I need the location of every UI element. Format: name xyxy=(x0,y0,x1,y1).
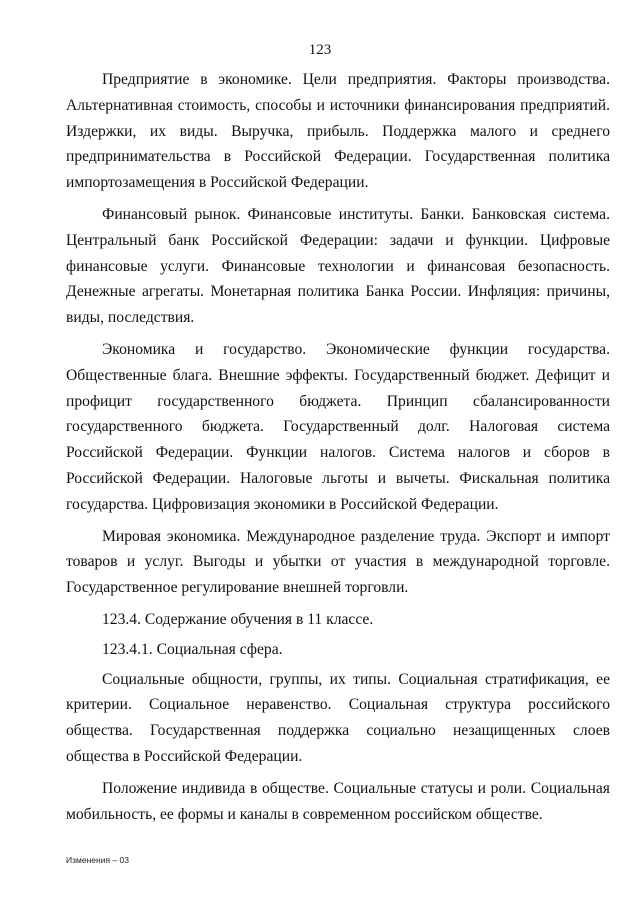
subsection-heading-social-sphere: 123.4.1. Социальная сфера. xyxy=(102,640,283,658)
page-number: 123 xyxy=(308,42,332,58)
paragraph-individual-position: Положение индивида в обществе. Социальные статусы и роли. Социальная мобильность, ее формы и каналы в современном российском обществе. xyxy=(66,779,610,823)
document-body xyxy=(66,67,610,833)
paragraph-financial-market: Финансовый рынок. Финансовые институты. Банки. Банковская система. Центральный банк Российской Федерации: задачи и функции. Цифровые финансовые услуги. Финансовые технологии и финансовая безопасность. Денежные агрегаты. Монетарная политика Банка России. Инфляция: причины, виды, последствия. xyxy=(66,205,610,327)
paragraph-world-economy: Мировая экономика. Международное разделение труда. Экспорт и импорт товаров и услуг. Выгоды и убытки от участия в международной торговле. Государственное регулирование внешней торговли. xyxy=(66,527,610,597)
paragraph-economy-state: Экономика и государство. Экономические функции государства. Общественные блага. Внешние эффекты. Государственный бюджет. Дефицит и профицит государственного бюджета. Принцип сбалансированности государственного бюджета. Государственный долг. Налоговая система Российской Федерации. Функции налогов. Система налогов и сборов в Российской Федерации. Налоговые льготы и вычеты. Фискальная политика государства. Цифровизация экономики в Российской Федерации. xyxy=(66,340,610,513)
paragraph-social-communities: Социальные общности, группы, их типы. Социальная стратификация, ее критерии. Социальное неравенство. Социальная структура российского общества. Государственная поддержка социально незащищенных слоев общества в Российской Федерации. xyxy=(66,670,610,765)
paragraph-enterprise: Предприятие в экономике. Цели предприятия. Факторы производства. Альтернативная стоимость, способы и источники финансирования предприятий. Издержки, их виды. Выручка, прибыль. Поддержка малого и среднего предпринимательства в Российской Федерации. Государственная политика импортозамещения в Российской Федерации. xyxy=(66,71,610,192)
section-heading-11-class: 123.4. Содержание обучения в 11 классе. xyxy=(102,610,374,628)
footer-changes-note: Изменения – 03 xyxy=(66,855,129,865)
